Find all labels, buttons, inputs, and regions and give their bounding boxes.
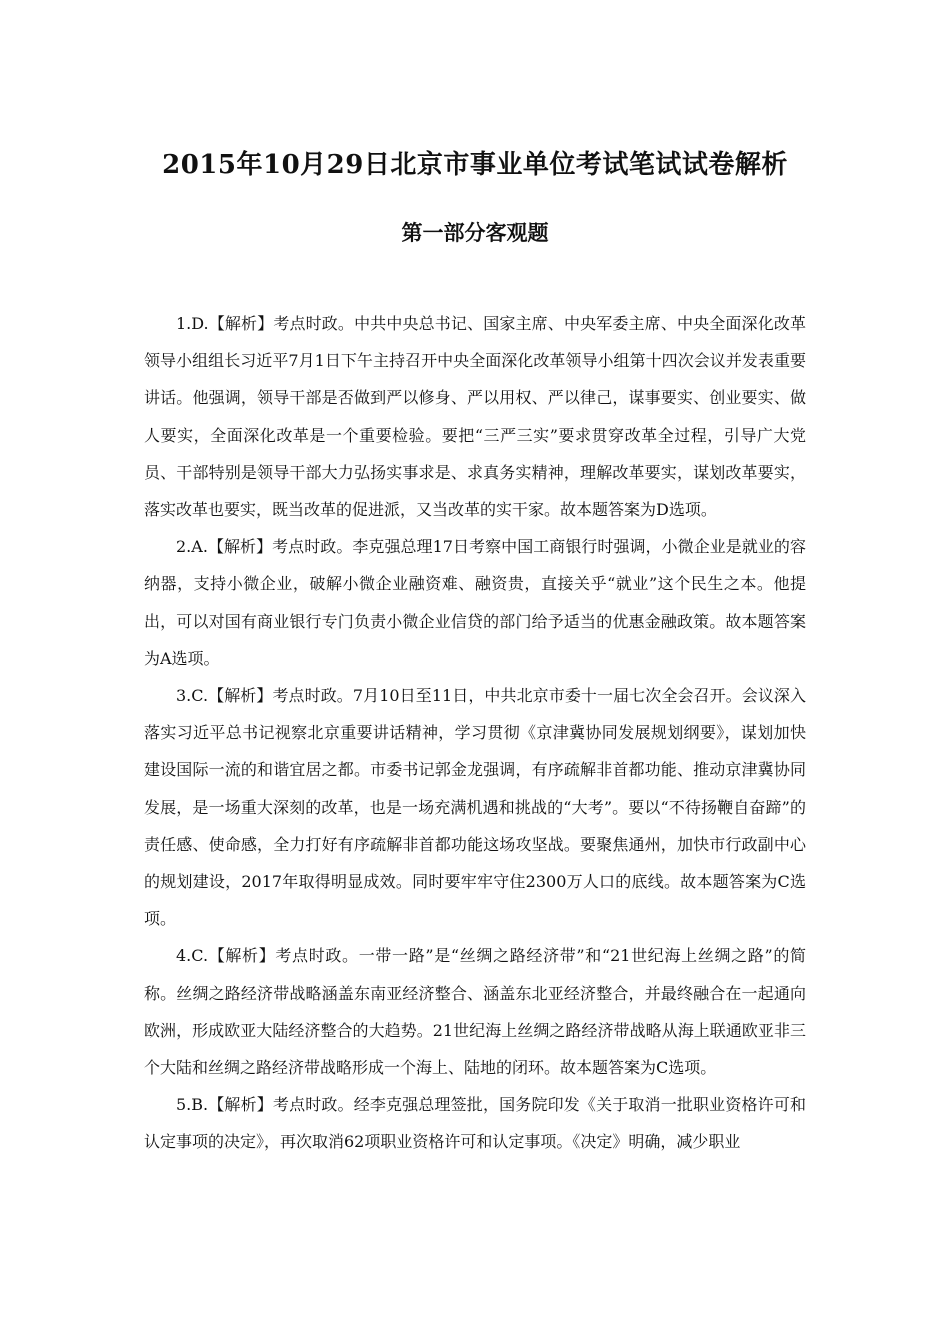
answer-paragraph <box>144 1086 806 1160</box>
analysis-tag: 【解析】 <box>208 314 274 333</box>
answer-number: 1.D. <box>176 314 209 333</box>
answer-number: 2.A. <box>176 537 208 557</box>
answer-text: 考点时政。一带一路”是“丝绸之路经济带”和“21世纪海上丝绸之路”的简称。丝绸之路经济带战略涵盖东南亚经济整合、涵盖东北亚经济整合，并最终融合在一起通向欧洲，形成欧亚大陆经济整合的大趋势。21世纪海上丝绸之路经济带战略从海上联通欧亚非三个大陆和丝绸之路经济带战略形成一个海上、陆地的闭环。故本题答案为C选项。 <box>144 946 806 1078</box>
answer-paragraph <box>144 677 806 937</box>
analysis-tag: 【解析】 <box>207 537 273 557</box>
answer-text: 考点时政。李克强总理17日考察中国工商银行时强调，小微企业是就业的容纳器，支持小微企业，破解小微企业融资难、融资贵，直接关乎“就业”这个民生之本。他提出，可以对国有商业银行专门负责小微企业信贷的部门给予适当的优惠金融政策。故本题答案为A选项。 <box>144 537 806 668</box>
answer-text: 考点时政。中共中央总书记、国家主席、中央军委主席、中央全面深化改革领导小组组长习近平7月1日下午主持召开中央全面深化改革领导小组第十四次会议并发表重要讲话。他强调，领导干部是否做到严以修身、严以用权、严以律己，谋事要实、创业要实、做人要实，全面深化改革是一个重要检验。要把“三严三实”要求贯穿改革全过程，引导广大党员、干部特别是领导干部大力弘扬实事求是、求真务实精神，理解改革要实，谋划改革要实，落实改革也要实，既当改革的促进派，又当改革的实干家。故本题答案为D选项。 <box>144 314 806 520</box>
document-title: 2015年10月29日北京市事业单位考试笔试试卷解析 <box>162 150 788 180</box>
answer-number: 5.B. <box>176 1095 209 1115</box>
answer-paragraph <box>144 305 806 528</box>
answer-number: 4.C. <box>176 946 209 966</box>
section-heading: 第一部分客观题 <box>401 220 549 245</box>
analysis-tag: 【解析】 <box>208 946 276 966</box>
answer-list <box>144 305 806 1161</box>
answer-text: 考点时政。经李克强总理签批，国务院印发《关于取消一批职业资格许可和认定事项的决定》，再次取消62项职业资格许可和认定事项。《决定》明确，减少职业 <box>144 1095 806 1152</box>
answer-paragraph <box>144 937 806 1086</box>
analysis-tag: 【解析】 <box>208 686 273 706</box>
answer-number: 3.C. <box>176 686 209 706</box>
answer-text: 考点时政。7月10日至11日，中共北京市委十一届七次全会召开。会议深入落实习近平总书记视察北京重要讲话精神，学习贯彻《京津冀协同发展规划纲要》，谋划加快建设国际一流的和谐宜居之都。市委书记郭金龙强调，有序疏解非首都功能、推动京津冀协同发展，是一场重大深刻的改革，也是一场充满机遇和挑战的“大考”。要以“不待扬鞭自奋蹄”的责任感、使命感，全力打好有序疏解非首都功能这场攻坚战。要聚焦通州，加快市行政副中心的规划建设，2017年取得明显成效。同时要牢牢守住2300万人口的底线。故本题答案为C选项。 <box>144 686 806 929</box>
answer-paragraph <box>144 528 806 677</box>
analysis-tag: 【解析】 <box>208 1095 273 1115</box>
